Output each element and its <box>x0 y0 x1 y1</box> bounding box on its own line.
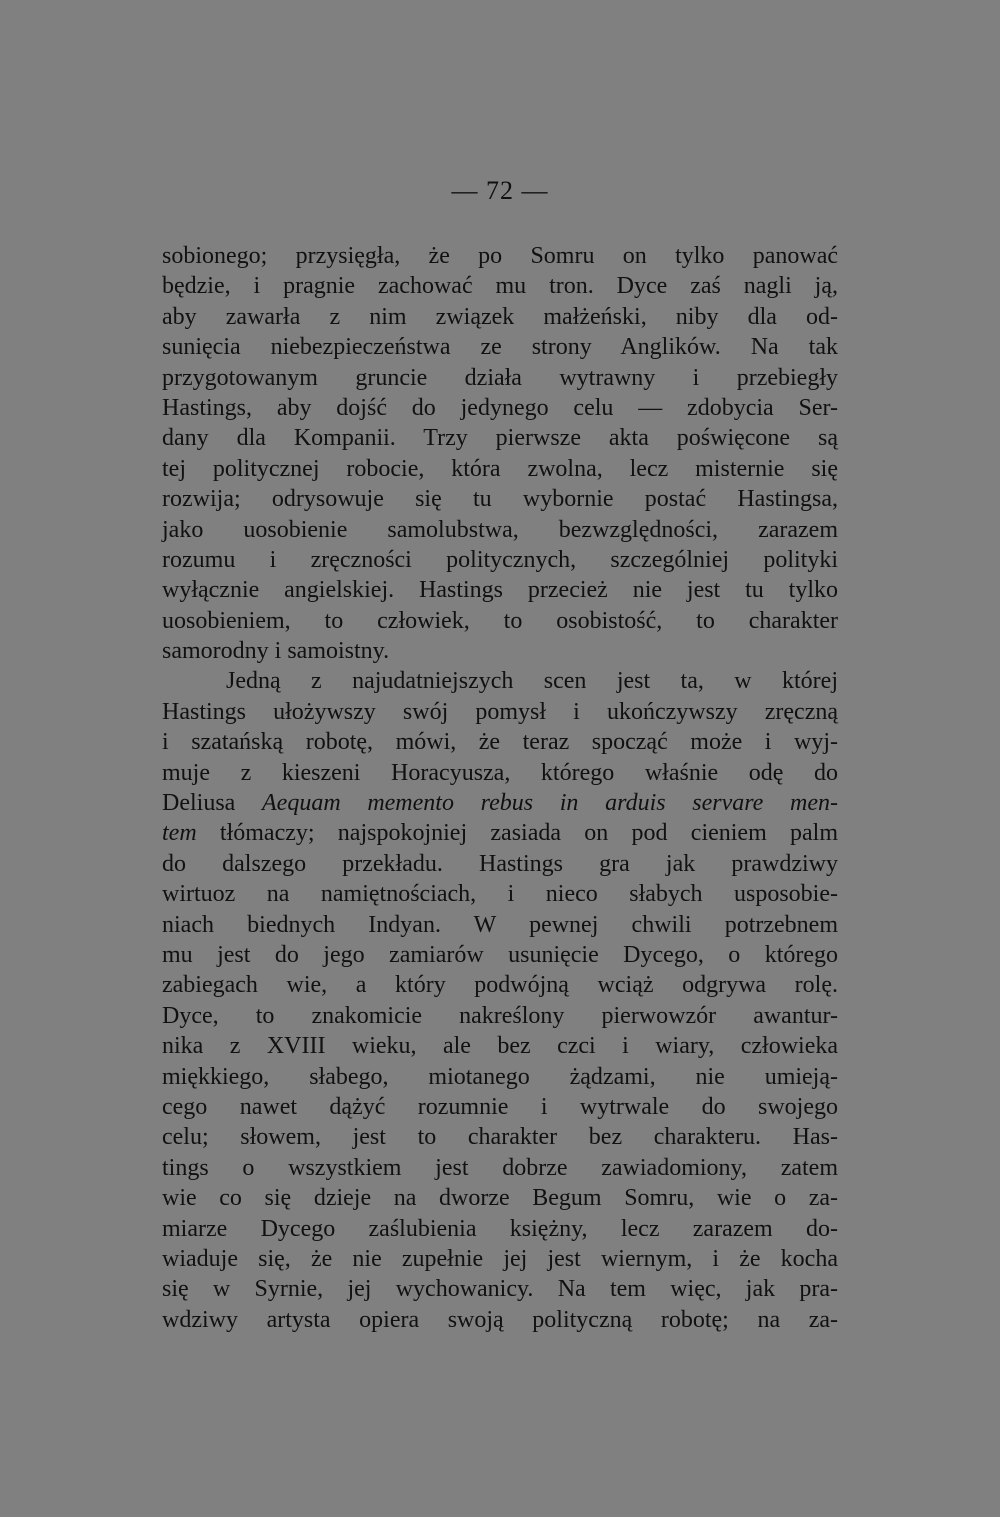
latin-quotation: tem <box>162 820 197 847</box>
text-line: będzie, i pragnie zachować mu tron. Dyce zaś nagli ją, <box>162 273 838 300</box>
text-line: celu; słowem, jest to charakter bez charakteru. Has- <box>162 1124 838 1151</box>
text-line <box>162 788 838 818</box>
text-line: dany dla Kompanii. Trzy pierwsze akta poświęcone są <box>162 425 838 452</box>
latin-quotation: Aequam memento rebus in arduis servare men- <box>262 790 838 817</box>
text-line: sunięcia niebezpieczeństwa ze strony Anglików. Na tak <box>162 334 838 361</box>
text-line: wirtuoz na namiętnościach, i nieco słabych usposobie- <box>162 881 838 908</box>
text-line: tings o wszystkiem jest dobrze zawiadomiony, zatem <box>162 1154 838 1181</box>
text-line: mu jest do jego zamiarów usunięcie Dycego, o którego <box>162 941 838 968</box>
text-line: niach biednych Indyan. W pewnej chwili potrzebnem <box>162 911 838 938</box>
text-line: nika z XVIII wieku, ale bez czci i wiary, człowieka <box>162 1033 838 1060</box>
text-line: uosobieniem, to człowiek, to osobistość, to charakter <box>162 607 838 634</box>
text-line: zabiegach wie, a który podwójną wciąż odgrywa rolę. <box>162 972 838 999</box>
text-line: samorodny i samoistny. <box>162 638 390 665</box>
text-line: miarze Dycego zaślubienia księżny, lecz zarazem do- <box>162 1215 838 1242</box>
text-line: sobionego; przysięgła, że po Somru on tylko panować <box>162 243 838 269</box>
text-line: cego nawet dążyć rozumnie i wytrwale do swojego <box>162 1093 838 1120</box>
text-line: do dalszego przekładu. Hastings gra jak prawdziwy <box>162 850 838 877</box>
text-line: tej politycznej robocie, która zwolna, lecz misternie się <box>162 455 838 482</box>
text-line: wdziwy artysta opiera swoją polityczną robotę; na za- <box>162 1306 838 1333</box>
text-line: Jedną z najudatniejszych scen jest ta, w której <box>226 668 838 695</box>
text-line: rozumu i zręczności politycznych, szczególniej polityki <box>162 546 838 573</box>
text-line: wyłącznie angielskiej. Hastings przecież nie jest tu tylko <box>162 577 838 604</box>
text-line: jako uosobienie samolubstwa, bezwzględności, zarazem <box>162 516 838 543</box>
text-span: tłómaczy; najspokojniej zasiada on pod cieniem palm <box>196 820 838 847</box>
text-line: Hastings ułożywszy swój pomysł i ukończywszy zręczną <box>162 698 838 725</box>
text-span: Deliusa <box>162 790 262 817</box>
text-line: muje z kieszeni Horacyusza, którego właśnie odę do <box>162 759 838 786</box>
text-line: aby zawarła z nim związek małżeński, niby dla od- <box>162 303 838 330</box>
text-line: wiaduje się, że nie zupełnie jej jest wiernym, i że kocha <box>162 1245 838 1272</box>
text-line: wie co się dzieje na dworze Begum Somru, wie o za- <box>162 1185 838 1212</box>
text-line <box>162 818 838 848</box>
text-line: Dyce, to znakomicie nakreślony pierwowzór awantur- <box>162 1002 838 1029</box>
text-line: się w Syrnie, jej wychowanicy. Na tem więc, jak pra- <box>162 1276 838 1303</box>
text-line: i szatańską robotę, mówi, że teraz spocząć może i wyj- <box>162 729 838 756</box>
body-text <box>162 241 838 1335</box>
page-number: — 72 — <box>451 176 549 205</box>
text-line: przygotowanym gruncie działa wytrawny i przebiegły <box>162 364 838 391</box>
text-line: miękkiego, słabego, miotanego żądzami, nie umieją- <box>162 1063 838 1090</box>
text-line: rozwija; odrysowuje się tu wybornie postać Hastingsa, <box>162 486 838 513</box>
text-line: Hastings, aby dojść do jedynego celu — zdobycia Ser- <box>162 394 838 421</box>
